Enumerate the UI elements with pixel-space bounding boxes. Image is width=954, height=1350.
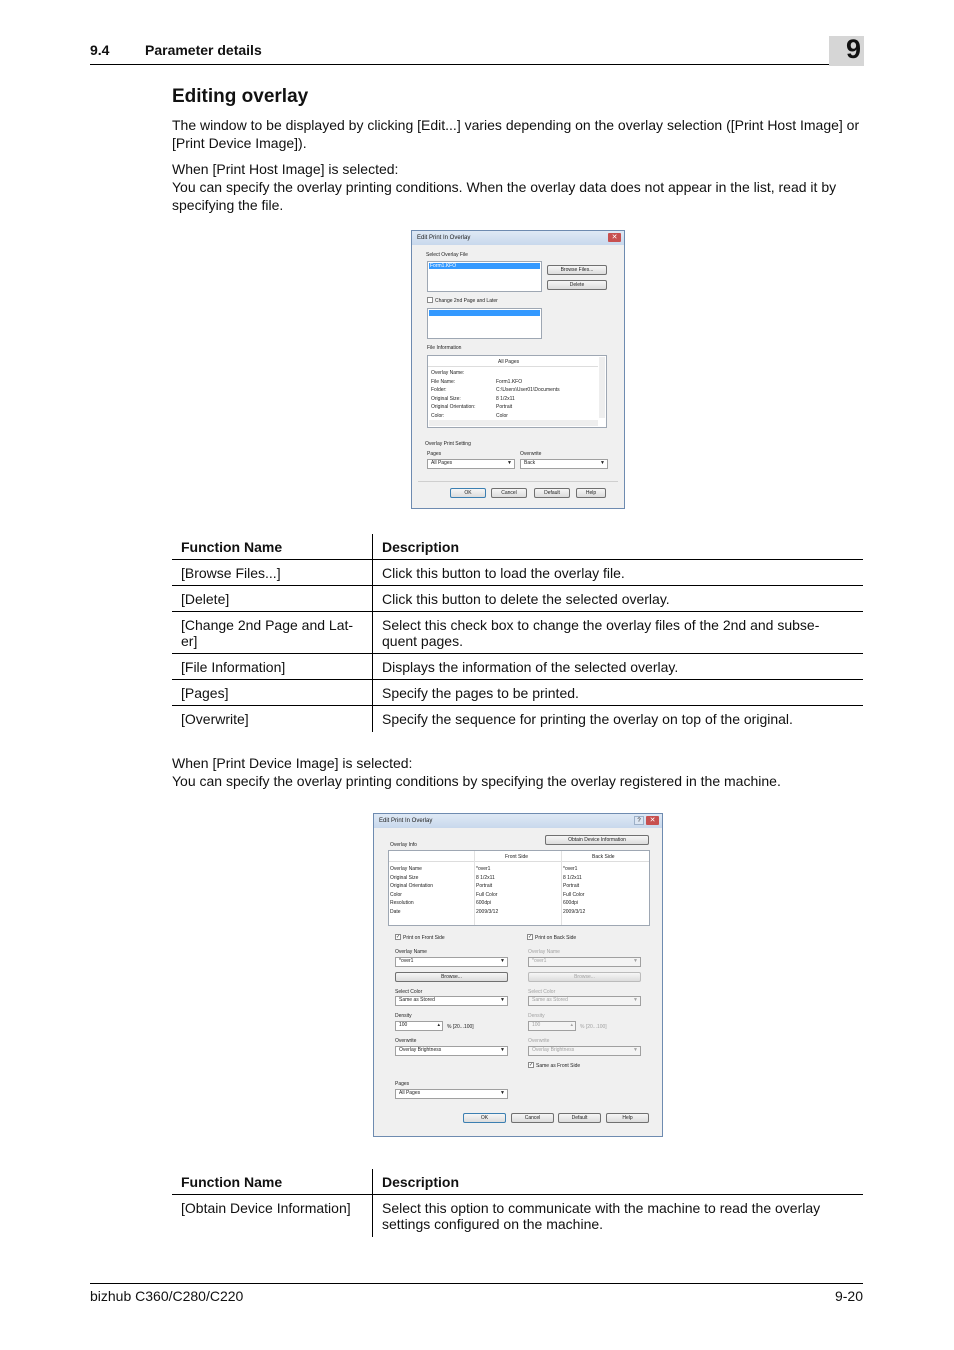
info-key: Original Orientation [390,883,434,890]
footer-rule [90,1283,863,1284]
same-as-front-label: Same as Front Side [536,1063,581,1069]
help-button[interactable]: Help [576,488,606,498]
info-header: All Pages [498,359,520,365]
density-value: 100 [399,1022,408,1028]
front-value: 2009/3/12 [476,909,499,915]
back-value: 2009/3/12 [563,909,586,915]
function-table-device [172,1169,863,1237]
overlay-info-label: Overlay Info [390,842,417,848]
info-key: Date [390,909,401,915]
ok-button[interactable]: OK [463,1113,506,1123]
chevron-down-icon: ▼ [500,1047,505,1053]
dialog-title: Edit Print In Overlay [412,231,624,245]
overlay-file-list[interactable] [427,261,542,292]
column-header-function: Function Name [172,1169,373,1195]
overwrite-value: Back [524,460,536,466]
cancel-button[interactable]: Cancel [511,1113,554,1123]
info-key: Resolution [390,900,414,907]
density-label: Density [395,1013,412,1019]
chevron-down-icon: ▼ [500,958,505,964]
selected-later-row[interactable] [429,310,540,316]
device-label: When [Print Device Image] is selected: [172,755,413,771]
file-information-panel [427,355,607,428]
chevron-down-icon: ▼ [500,1090,505,1096]
section-title: Parameter details [145,42,262,58]
column-header-function: Function Name [172,534,373,560]
function-description: Click this button to delete the selected overlay. [373,586,864,612]
back-overlay-name-select[interactable] [528,957,641,967]
info-value: Color [496,413,508,419]
overlay-info-panel [388,850,650,926]
select-file-label: Select Overlay File [426,252,468,258]
info-key: Original Orientation: [431,404,476,411]
info-key: Color [390,891,402,898]
info-key: Overlay Name: [431,370,465,376]
ok-button[interactable]: OK [450,488,486,498]
browse-button[interactable]: Browse... [395,972,508,982]
print-back-label: Print on Back Side [535,935,577,941]
back-overwrite-label: Overwrite [528,1038,550,1044]
info-key: Original Size [390,874,419,881]
function-name: [Browse Files...] [172,560,373,586]
back-select-color-value: Same as Stored [532,997,568,1003]
table-row [172,1195,863,1237]
print-front-checkbox[interactable]: ✓ [396,934,401,940]
function-name: [Delete] [172,586,373,612]
chevron-down-icon: ▼ [633,1047,638,1053]
footer-page-number: 9-20 [834,1288,863,1304]
table-row [172,560,863,586]
function-name: [Obtain Device Information] [172,1195,373,1237]
back-overwrite-value: Overlay Brightness [532,1047,575,1053]
back-select-color-select[interactable] [528,996,641,1006]
front-value: Full Color [476,891,498,898]
select-color-select[interactable] [395,996,508,1006]
default-button[interactable]: Default [534,488,570,498]
info-value: Form1.KFO [496,378,523,385]
spinner-icon: ▴ [437,1022,440,1028]
back-density-value: 100 [532,1022,541,1028]
info-value: Portrait [496,404,513,411]
function-description: Click this button to load the overlay file. [373,560,864,586]
horizontal-scrollbar[interactable] [429,420,598,426]
change-2nd-page-label: Change 2nd Page and Later [435,298,498,304]
density-stepper[interactable] [395,1021,443,1031]
pages-value: All Pages [399,1090,421,1096]
function-name: [Change 2nd Page and Lat-er] [172,612,373,654]
table-row [172,654,863,680]
chevron-down-icon: ▼ [507,460,512,466]
help-button[interactable]: Help [606,1113,649,1123]
table-row [172,680,863,706]
dialog-title: Edit Print In Overlay [374,814,662,828]
front-value: Portrait [476,883,493,890]
cancel-button[interactable]: Cancel [491,488,527,498]
overwrite-select[interactable] [520,459,608,469]
overlay-name-select[interactable] [395,957,508,967]
select-color-value: Same as Stored [399,997,435,1003]
select-color-label: Select Color [395,989,423,995]
info-key: File Name: [431,378,456,385]
overlay-name-label: Overlay Name [395,949,427,955]
chevron-down-icon: ▼ [633,958,638,964]
function-name: [File Information] [172,654,373,680]
function-description: Displays the information of the selected overlay. [373,654,864,680]
page-heading: Editing overlay [172,86,309,107]
host-label: When [Print Host Image] is selected: [172,161,399,177]
pages-select[interactable] [395,1089,508,1099]
function-description: Specify the sequence for printing the overlay on top of the original. [382,711,793,727]
table-row [172,586,863,612]
selected-file-row[interactable] [429,263,540,269]
info-value: C:\Users\User01\Documents [496,387,560,394]
back-overlay-name-label: Overlay Name [528,949,560,955]
pages-value: All Pages [431,460,453,466]
overwrite-label: Overwrite [520,451,542,457]
device-paragraph: You can specify the overlay printing conditions by specifying the overlay registered in the machine. [172,773,781,789]
later-pages-list[interactable] [427,308,542,339]
vertical-scrollbar[interactable] [599,357,605,418]
function-description: Specify the pages to be printed. [373,680,864,706]
file-information-label: File Information [427,345,462,351]
close-icon[interactable]: ✕ [646,816,659,825]
front-value: *over1 [476,866,491,872]
info-key: Folder: [431,387,447,394]
chapter-number: 9 [845,34,861,64]
back-value: 600dpi [563,900,579,907]
back-value: Portrait [563,883,580,890]
function-description: Select this check box to change the overlay files of the 2nd and subse-quent pages. [373,612,864,654]
back-browse-button[interactable]: Browse... [528,972,641,982]
function-description: Select this option to communicate with the machine to read the overlay settings configured on the machine. [382,1200,821,1232]
back-select-color-label: Select Color [528,989,556,995]
chevron-down-icon: ▼ [600,460,605,466]
pages-select[interactable] [427,459,515,469]
info-key: Color: [431,413,445,419]
table-row [172,706,863,732]
column-header-description: Description [373,1169,864,1195]
header-rule [90,64,863,65]
back-overlay-name-value: *over1 [532,958,547,964]
file-item-label: Form1.KFO [430,263,457,269]
back-density-range: % [20...100] [580,1024,607,1030]
back-value: Full Color [563,891,585,898]
spinner-icon: ▴ [570,1022,573,1028]
back-overwrite-select[interactable] [528,1046,641,1056]
function-name: [Overwrite] [172,706,373,732]
front-value: 600dpi [476,900,492,907]
back-density-label: Density [528,1013,545,1019]
help-icon[interactable]: ? [634,816,644,825]
same-as-front-checkbox[interactable]: ✓ [529,1062,534,1068]
edit-overlay-dialog-device [373,813,663,1137]
pages-label: Pages [395,1081,410,1087]
back-value: 8 1/2x11 [563,874,582,881]
host-paragraph: You can specify the overlay printing conditions. When the overlay data does not appear in the list, read it by specifying the file. [172,179,837,213]
function-name: [Pages] [172,680,373,706]
function-table-host [172,534,863,732]
info-key: Overlay Name [390,866,422,872]
print-back-checkbox[interactable]: ✓ [528,934,533,940]
chevron-down-icon: ▼ [633,997,638,1003]
overwrite-label: Overwrite [395,1038,417,1044]
edit-overlay-dialog-host [411,230,625,509]
change-2nd-page-checkbox[interactable] [427,297,433,303]
front-value: 8 1/2x11 [476,874,495,881]
browse-files-button[interactable]: Browse Files... [547,265,607,275]
back-density-stepper[interactable] [528,1021,576,1031]
print-setting-label: Overlay Print Setting [425,441,471,447]
back-side-header: Back Side [592,854,615,860]
footer-product: bizhub C360/C280/C220 [90,1288,244,1304]
overwrite-value: Overlay Brightness [399,1047,442,1053]
table-row [172,612,863,654]
section-number: 9.4 [90,42,110,58]
close-icon[interactable]: ✕ [608,233,621,242]
default-button[interactable]: Default [558,1113,601,1123]
info-key: Original Size: [431,395,461,402]
column-header-description: Description [373,534,864,560]
back-value: *over1 [563,866,578,872]
print-front-label: Print on Front Side [403,935,445,941]
delete-button[interactable]: Delete [547,280,607,290]
info-value: 8 1/2x11 [496,395,515,402]
intro-paragraph: The window to be displayed by clicking [Edit...] varies depending on the overlay selection ([Print Host Image] or [Print Device Image]). [172,117,860,151]
density-range: % [20...100] [447,1024,474,1030]
overwrite-select[interactable] [395,1046,508,1056]
obtain-device-info-button[interactable]: Obtain Device Information [545,835,649,845]
front-side-header: Front Side [505,854,529,860]
chevron-down-icon: ▼ [500,997,505,1003]
overlay-name-value: *over1 [399,958,414,964]
pages-label: Pages [427,451,442,457]
